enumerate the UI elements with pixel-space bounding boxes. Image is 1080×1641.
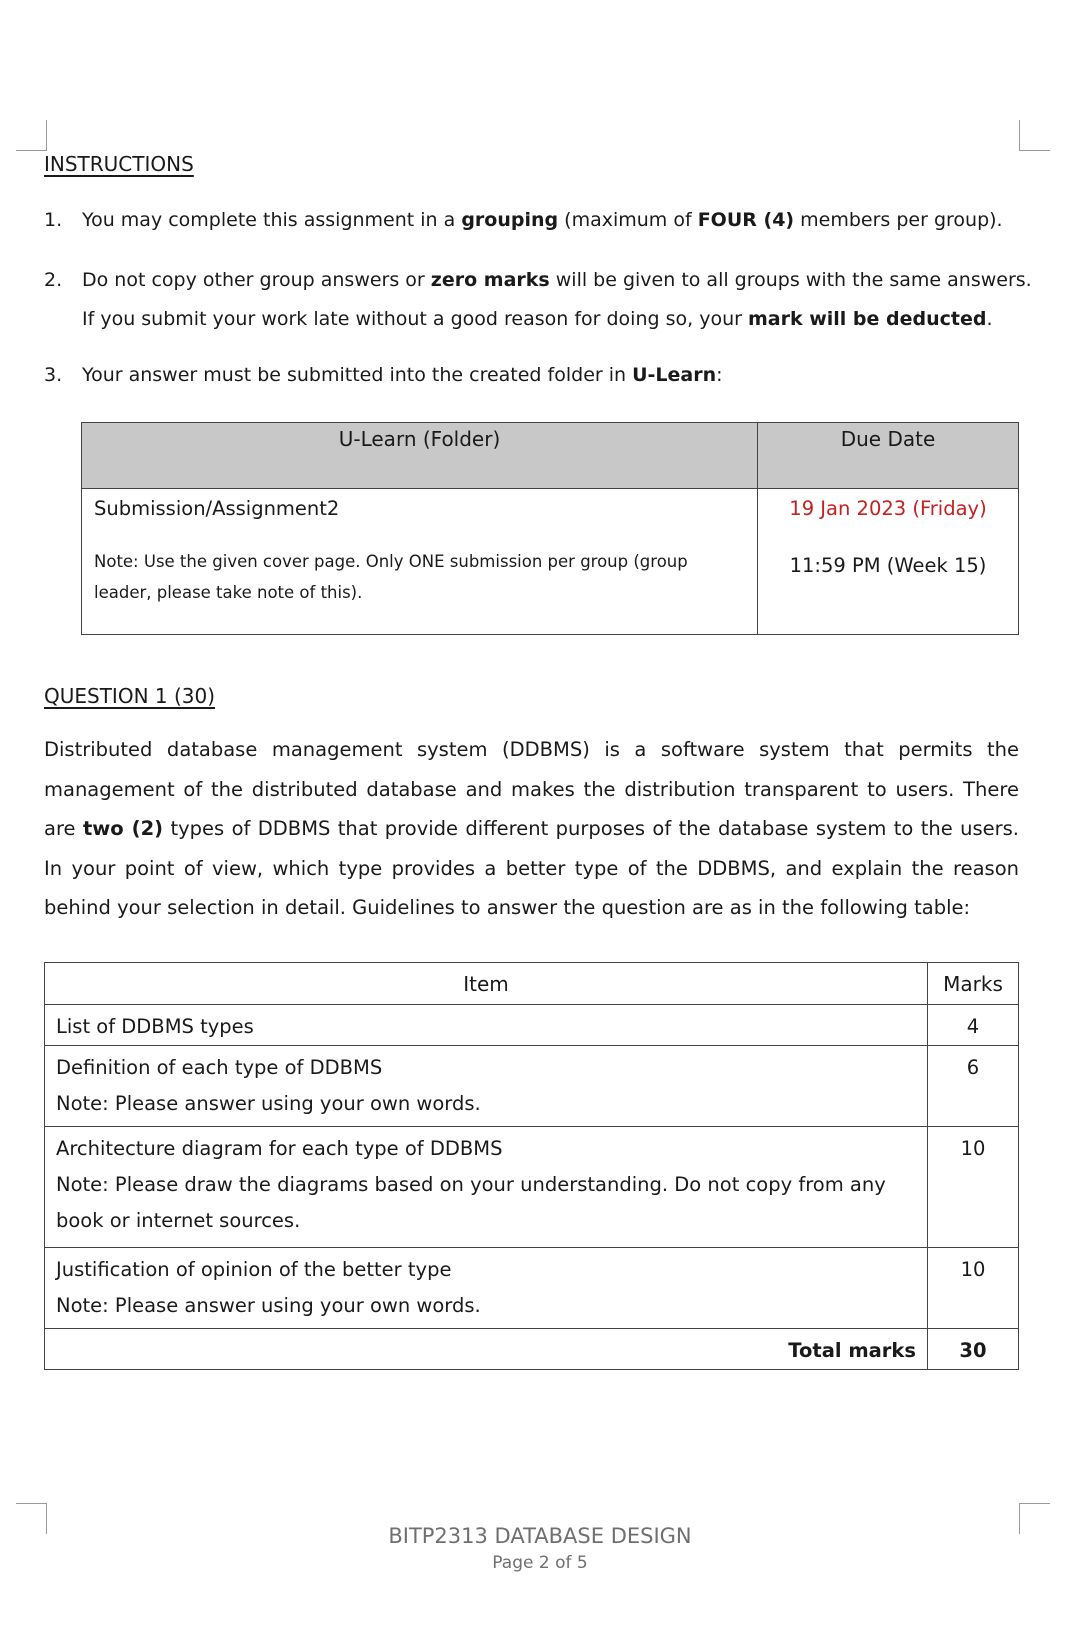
- marks-cell: 10: [928, 1248, 1019, 1329]
- marks-cell: 10: [928, 1127, 1019, 1248]
- question-paragraph: Distributed database management system (DDBMS) is a software system that permits the management of the distributed database and makes the distribution transparent to users. There are two (2) types of DDBMS that provide different purposes of the database system to the users. In your point of view, which type provides a better type of the DDBMS, and explain the reason behind your selection in detail. Guidelines to answer the question are as in the following table:: [44, 738, 1019, 919]
- instruction-2-line-2: If you submit your work late without a good reason for doing so, your mark will be deducted.: [82, 308, 993, 330]
- due-date-cell: [758, 489, 1019, 635]
- table-row: [45, 1046, 1019, 1127]
- marks-cell: 6: [928, 1046, 1019, 1127]
- total-row: [45, 1329, 1019, 1370]
- instructions-heading: INSTRUCTIONS: [44, 152, 194, 176]
- item-cell: Definition of each type of DDBMS Note: Please answer using your own words.: [45, 1046, 928, 1127]
- folder-column-header: U-Learn (Folder): [82, 423, 758, 489]
- question-heading: QUESTION 1 (30): [44, 684, 216, 708]
- total-label: Total marks: [45, 1329, 928, 1370]
- instruction-2-number: 2.: [44, 269, 63, 291]
- item-cell: Architecture diagram for each type of DDBMS Note: Please draw the diagrams based on your understanding. Do not copy from any book or internet sources.: [45, 1127, 928, 1248]
- total-value: 30: [928, 1329, 1019, 1370]
- due-date: 19 Jan 2023 (Friday): [789, 497, 987, 520]
- crop-mark-top-right: [1019, 120, 1050, 151]
- table-row: [45, 1248, 1019, 1329]
- instruction-2-line-1: Do not copy other group answers or zero marks will be given to all groups with the same answers.: [82, 269, 1032, 291]
- row-note: Note: Please answer using your own words.: [56, 1294, 481, 1317]
- item-cell: Justification of opinion of the better type Note: Please answer using your own words.: [45, 1248, 928, 1329]
- instruction-1-number: 1.: [44, 209, 63, 231]
- item-column-header: Item: [45, 963, 928, 1005]
- footer-page-number: Page 2 of 5: [492, 1553, 588, 1573]
- table-row: [45, 1005, 1019, 1046]
- folder-path: Submission/Assignment2: [94, 497, 340, 520]
- submission-note: Note: Use the given cover page. Only ONE submission per group (group leader, please take note of this).: [94, 552, 688, 602]
- marks-cell: 4: [928, 1005, 1019, 1046]
- folder-cell: [82, 489, 758, 635]
- row-note: Note: Please answer using your own words.: [56, 1092, 481, 1115]
- marks-column-header: Marks: [928, 963, 1019, 1005]
- due-date-column-header: Due Date: [758, 423, 1019, 489]
- submission-table: [81, 422, 1019, 635]
- instruction-3: Your answer must be submitted into the created folder in U-Learn:: [82, 364, 723, 386]
- crop-mark-top-left: [16, 120, 47, 151]
- due-time: 11:59 PM (Week 15): [789, 554, 987, 577]
- instruction-3-number: 3.: [44, 364, 63, 386]
- marks-table: [44, 962, 1019, 1370]
- table-row: [45, 1127, 1019, 1248]
- row-note: Note: Please draw the diagrams based on your understanding. Do not copy from any book or internet sources.: [56, 1173, 886, 1232]
- instruction-1: You may complete this assignment in a grouping (maximum of FOUR (4) members per group).: [82, 209, 1003, 231]
- item-cell: List of DDBMS types: [45, 1005, 928, 1046]
- footer-course: BITP2313 DATABASE DESIGN: [388, 1524, 692, 1548]
